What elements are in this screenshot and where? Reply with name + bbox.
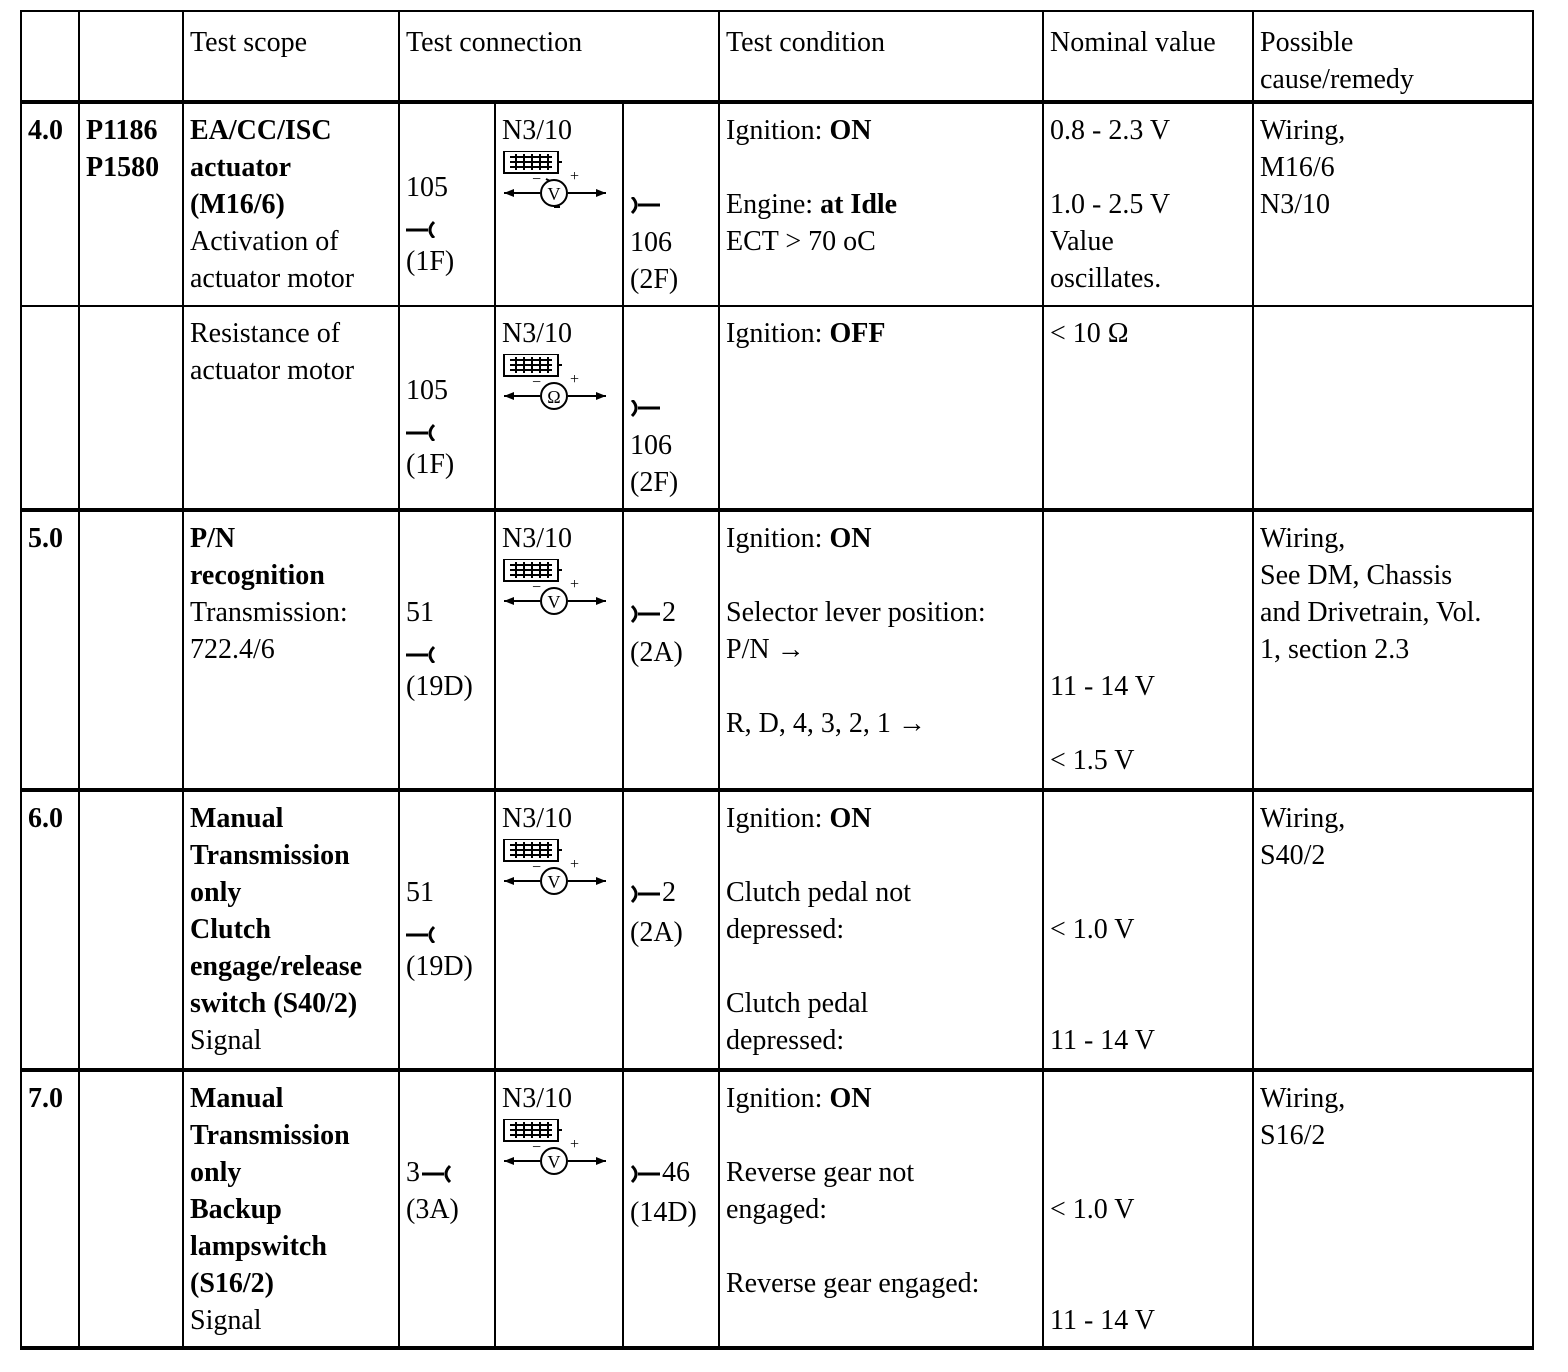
header-row (21, 11, 1533, 102)
test-scope-cell: Resistance of actuator motor (183, 306, 399, 510)
pin-left-cell: 51 (19D) (399, 790, 495, 1070)
test-condition-cell: Ignition: ON Reverse gear not engaged: Reverse gear engaged: (719, 1070, 1043, 1348)
pin-right-cell: 106 (2F) (623, 102, 719, 306)
svg-text:V: V (547, 872, 561, 892)
test-condition-cell: Ignition: ON Engine: at Idle ECT > 70 oC (719, 102, 1043, 306)
plug-left-icon (406, 641, 436, 663)
possible-cause-cell (1253, 306, 1533, 510)
table-row (21, 102, 1533, 306)
header-test-condition: Test condition (719, 11, 1043, 102)
pin-left-cell: 51 (19D) (399, 510, 495, 790)
dtc-codes (79, 306, 183, 510)
test-scope-cell: Manual Transmission only Backup lampswitch (S16/2) Signal (183, 1070, 399, 1348)
svg-text:−: − (532, 579, 542, 596)
possible-cause-cell: Wiring, M16/6 N3/10 (1253, 102, 1533, 306)
plug-left-icon (406, 921, 436, 943)
svg-text:−: − (532, 171, 542, 188)
plug-left-icon (422, 1162, 452, 1184)
control-unit-voltmeter-icon (502, 1119, 616, 1179)
test-condition-cell: Ignition: ON Clutch pedal not depressed: Clutch pedal depressed: (719, 790, 1043, 1070)
plug-right-icon (630, 1162, 660, 1184)
meter-cell: N3/10 V − + (495, 790, 623, 1070)
table-row (21, 1070, 1533, 1348)
header-possible-cause: Possible cause/remedy (1253, 11, 1533, 102)
test-scope-cell: EA/CC/ISC actuator (M16/6) Activation of actuator motor (183, 102, 399, 306)
step-number: 6.0 (21, 790, 79, 1070)
pin-left-cell: 105 (1F) (399, 102, 495, 306)
test-scope-cell: Manual Transmission only Clutch engage/release switch (S40/2) Signal (183, 790, 399, 1070)
plug-right-icon (630, 602, 660, 624)
step-number (21, 306, 79, 510)
nominal-value-cell: < 1.0 V 11 - 14 V (1043, 790, 1253, 1070)
test-condition-cell: Ignition: OFF (719, 306, 1043, 510)
dtc-codes (79, 790, 183, 1070)
pin-right-cell: 106 (2F) (623, 306, 719, 510)
step-number: 4.0 (21, 102, 79, 306)
header-nominal-value: Nominal value (1043, 11, 1253, 102)
test-condition-cell: Ignition: ON Selector lever position: P/N → R, D, 4, 3, 2, 1 → (719, 510, 1043, 790)
svg-text:−: − (532, 1139, 542, 1156)
header-test-connection: Test connection (399, 11, 719, 102)
svg-text:+: + (570, 576, 580, 593)
nominal-value-cell: 11 - 14 V < 1.5 V (1043, 510, 1253, 790)
nominal-value-cell: 0.8 - 2.3 V 1.0 - 2.5 V Value oscillates. (1043, 102, 1253, 306)
plug-left-icon (406, 216, 436, 238)
table-row (21, 510, 1533, 790)
pin-right-cell: 2 (2A) (623, 790, 719, 1070)
nominal-value-cell: < 1.0 V 11 - 14 V (1043, 1070, 1253, 1348)
control-unit-voltmeter-icon (502, 559, 616, 619)
step-number: 5.0 (21, 510, 79, 790)
svg-text:−: − (532, 374, 542, 391)
table-row (21, 306, 1533, 510)
test-scope-cell: P/N recognition Transmission: 722.4/6 (183, 510, 399, 790)
svg-text:+: + (570, 168, 580, 185)
meter-cell: N3/10 V − + (495, 102, 623, 306)
plug-left-icon (406, 419, 436, 441)
svg-text:V: V (547, 1152, 561, 1172)
plug-right-icon (630, 197, 660, 219)
svg-text:V: V (547, 592, 561, 612)
svg-text:−: − (532, 859, 542, 876)
control-unit-voltmeter-icon (502, 151, 616, 211)
step-number: 7.0 (21, 1070, 79, 1348)
table-row (21, 790, 1533, 1070)
test-table (20, 10, 1534, 1350)
meter-cell: N3/10 V − + (495, 510, 623, 790)
meter-cell: N3/10 Ω − + (495, 306, 623, 510)
pin-right-cell: 46 (14D) (623, 1070, 719, 1348)
control-unit-ohmmeter-icon (502, 354, 616, 414)
possible-cause-cell: Wiring, See DM, Chassis and Drivetrain, Vol. 1, section 2.3 (1253, 510, 1533, 790)
meter-cell: N3/10 V − + (495, 1070, 623, 1348)
plug-right-icon (630, 400, 660, 422)
control-unit-voltmeter-icon (502, 839, 616, 899)
svg-text:+: + (570, 1136, 580, 1153)
plug-right-icon (630, 882, 660, 904)
pin-left-cell: 3 (3A) (399, 1070, 495, 1348)
header-test-scope: Test scope (183, 11, 399, 102)
header-step (21, 11, 79, 102)
svg-text:+: + (570, 371, 580, 388)
test-table-sheet (20, 10, 1534, 1350)
svg-text:+: + (570, 856, 580, 873)
dtc-codes: P1186 P1580 (79, 102, 183, 306)
pin-right-cell: 2 (2A) (623, 510, 719, 790)
svg-text:V: V (547, 184, 561, 204)
svg-text:Ω: Ω (547, 387, 561, 407)
nominal-value-cell: < 10 Ω (1043, 306, 1253, 510)
header-dtc (79, 11, 183, 102)
pin-left-cell: 105 (1F) (399, 306, 495, 510)
dtc-codes (79, 510, 183, 790)
dtc-codes (79, 1070, 183, 1348)
possible-cause-cell: Wiring, S16/2 (1253, 1070, 1533, 1348)
possible-cause-cell: Wiring, S40/2 (1253, 790, 1533, 1070)
